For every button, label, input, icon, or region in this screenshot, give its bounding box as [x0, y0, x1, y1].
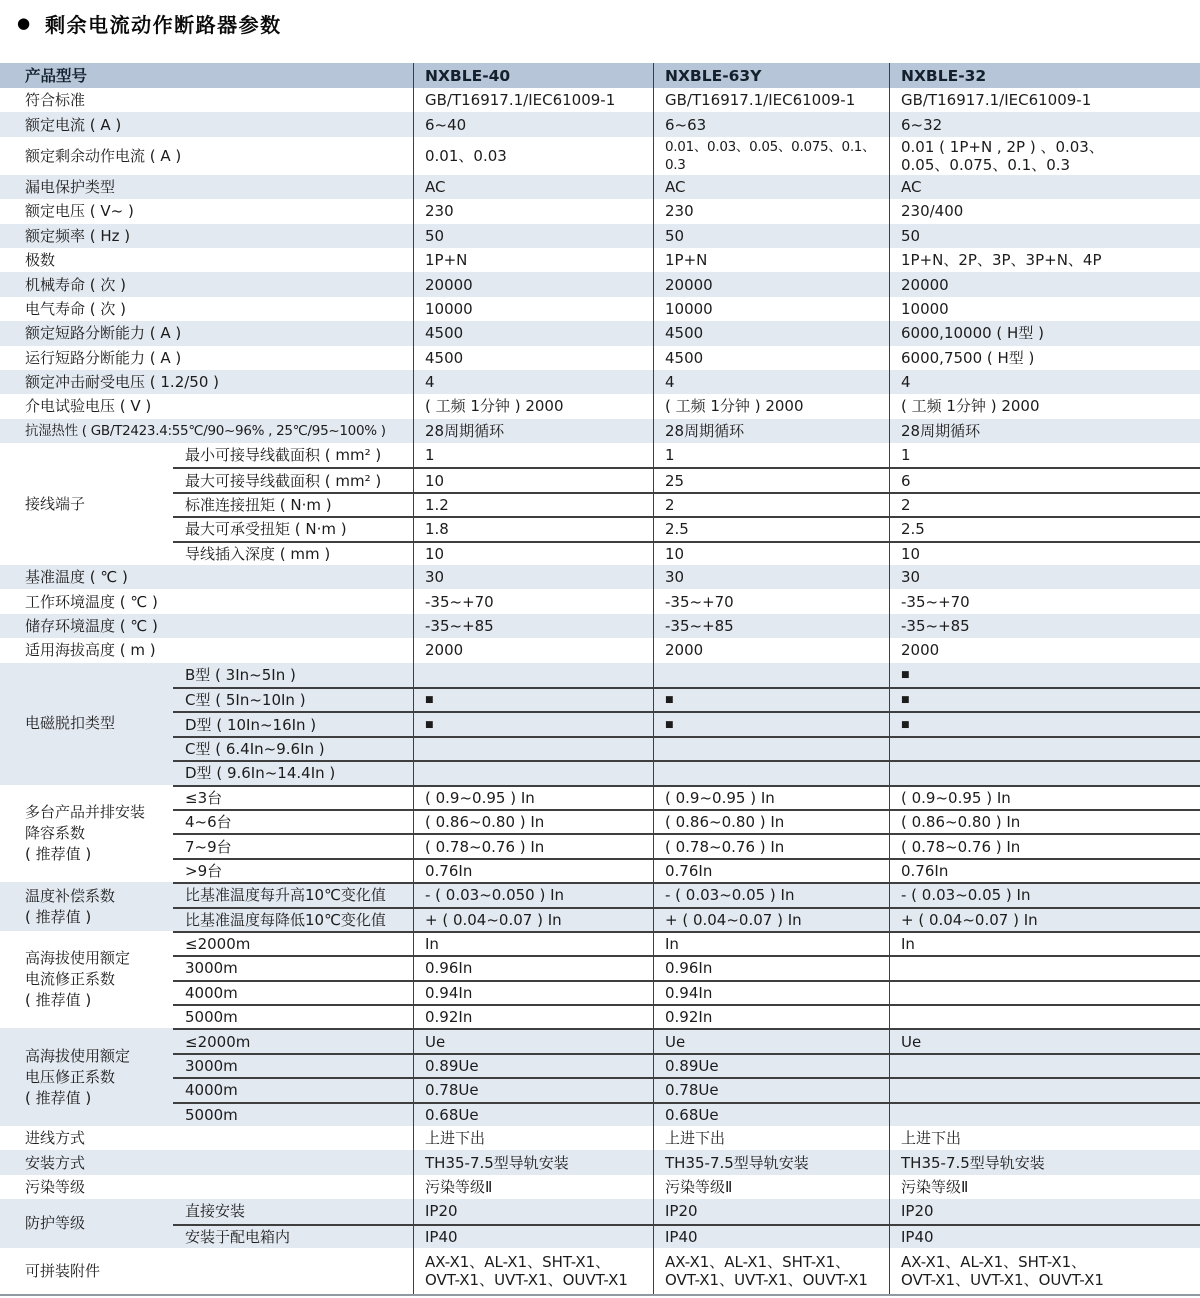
subrow-label: 直接安装 [185, 1202, 246, 1221]
table-row [0, 88, 1200, 112]
subrow-label: 4~6台 [185, 813, 232, 832]
subrow [173, 1028, 1200, 1052]
header-model: NXBLE-40 [413, 63, 653, 88]
cell: 上进下出 [653, 1126, 889, 1150]
subrow-label: 最小可接导线截面积 ( mm² ) [185, 446, 382, 465]
subrow [173, 1224, 1200, 1248]
cell: 10 [413, 543, 653, 565]
cell [889, 957, 1200, 979]
row-label: 进线方式 [25, 1129, 86, 1148]
cell: 污染等级Ⅱ [889, 1175, 1200, 1199]
cell [413, 738, 653, 760]
subrow [173, 809, 1200, 833]
cell: 30 [889, 565, 1200, 589]
available-marker-icon: ■ [413, 689, 653, 711]
cell: -35~+85 [413, 614, 653, 638]
cell [889, 1079, 1200, 1101]
cell: 4 [653, 370, 889, 394]
row-label: 储存环境温度 ( ℃ ) [25, 617, 158, 635]
subrow-label: 5000m [185, 1105, 238, 1124]
group-label: 接线端子 [25, 494, 86, 513]
group-subrows [173, 1028, 1200, 1126]
cell: 6~40 [413, 112, 653, 136]
cell: 230 [653, 199, 889, 223]
cell: 25 [653, 469, 889, 491]
subrow [173, 1004, 1200, 1028]
cell: 28周期循环 [413, 419, 653, 443]
cell [889, 1055, 1200, 1077]
cell: IP20 [413, 1199, 653, 1223]
cell: 1P+N [413, 248, 653, 272]
cell: IP40 [413, 1226, 653, 1248]
table-row [0, 419, 1200, 443]
cell: 230/400 [889, 199, 1200, 223]
cell: TH35-7.5型导轨安装 [889, 1150, 1200, 1174]
table-row [0, 224, 1200, 248]
table-row [0, 614, 1200, 638]
subrow [173, 736, 1200, 760]
cell: IP40 [653, 1226, 889, 1248]
subrow [173, 711, 1200, 735]
cell: TH35-7.5型导轨安装 [653, 1150, 889, 1174]
subrow [173, 1053, 1200, 1077]
cell: 10 [889, 543, 1200, 565]
cell: 0.68Ue [413, 1104, 653, 1126]
table-row [0, 112, 1200, 136]
cell: 20000 [413, 272, 653, 296]
cell: IP20 [653, 1199, 889, 1223]
row-label: 介电试验电压 ( V ) [25, 397, 152, 416]
subrow-label: 最大可接导线截面积 ( mm² ) [185, 471, 382, 490]
cell: AX-X1、AL-X1、SHT-X1、 OVT-X1、UVT-X1、OUVT-X1 [889, 1248, 1200, 1294]
available-marker-icon: ■ [889, 689, 1200, 711]
cell: ( 工频 1分钟 ) 2000 [889, 394, 1200, 418]
cell: GB/T16917.1/IEC61009-1 [413, 88, 653, 112]
subrow-label: 比基准温度每升高10℃变化值 [185, 886, 386, 905]
cell: 0.01 ( 1P+N , 2P ) 、0.03、 0.05、0.075、0.1、0.3 [889, 137, 1200, 175]
table-row [0, 370, 1200, 394]
cell: 1P+N [653, 248, 889, 272]
cell: 10 [653, 543, 889, 565]
subrow [173, 492, 1200, 516]
table-row [0, 199, 1200, 223]
row-label: 电气寿命 ( 次 ) [25, 299, 127, 318]
cell: 4500 [653, 321, 889, 345]
cell: ( 0.86~0.80 ) In [889, 811, 1200, 833]
subrow-label: B型 ( 3In~5In ) [185, 665, 296, 684]
cell: IP40 [889, 1226, 1200, 1248]
cell: + ( 0.04~0.07 ) In [889, 909, 1200, 931]
subrow [173, 955, 1200, 979]
cell: 10000 [413, 297, 653, 321]
cell: 0.94In [413, 982, 653, 1004]
cell: - ( 0.03~0.05 ) In [889, 884, 1200, 906]
table-row [0, 137, 1200, 175]
table-group-row [0, 1199, 1200, 1248]
cell: 28周期循环 [889, 419, 1200, 443]
cell: + ( 0.04~0.07 ) In [653, 909, 889, 931]
subrow-label: >9台 [185, 861, 223, 880]
cell: ( 0.78~0.76 ) In [653, 835, 889, 857]
cell: IP20 [889, 1199, 1200, 1223]
row-label: 工作环境温度 ( ℃ ) [25, 592, 158, 611]
cell: 2.5 [653, 518, 889, 540]
subrow-label: 7~9台 [185, 837, 232, 856]
cell: In [653, 933, 889, 955]
cell: ( 0.9~0.95 ) In [413, 787, 653, 809]
cell: 0.78Ue [653, 1079, 889, 1101]
cell: Ue [413, 1030, 653, 1052]
cell: ( 工频 1分钟 ) 2000 [653, 394, 889, 418]
row-label: 基准温度 ( ℃ ) [25, 568, 128, 587]
cell: 污染等级Ⅱ [653, 1175, 889, 1199]
table-row [0, 1175, 1200, 1199]
cell: 0.92In [413, 1006, 653, 1028]
cell [653, 663, 889, 687]
table-row [0, 1126, 1200, 1150]
table-row [0, 272, 1200, 296]
cell: 1.2 [413, 494, 653, 516]
row-label: 适用海拔高度 ( m ) [25, 641, 156, 660]
cell: In [413, 933, 653, 955]
group-subrows [173, 785, 1200, 883]
cell: 6 [889, 469, 1200, 491]
cell: 0.68Ue [653, 1104, 889, 1126]
cell: 2.5 [889, 518, 1200, 540]
cell: 2000 [413, 638, 653, 662]
subrow [173, 931, 1200, 955]
header-model: NXBLE-32 [889, 63, 1200, 88]
table-group-row [0, 663, 1200, 785]
subrow-label: 安装于配电箱内 [185, 1227, 291, 1246]
cell: ( 0.78~0.76 ) In [889, 835, 1200, 857]
subrow-label: C型 ( 6.4In~9.6In ) [185, 739, 325, 758]
cell: ( 0.86~0.80 ) In [413, 811, 653, 833]
group-label: 高海拔使用额定 电压修正系数 ( 推荐值 ) [25, 1046, 131, 1107]
cell: 2 [889, 494, 1200, 516]
cell: - ( 0.03~0.050 ) In [413, 884, 653, 906]
row-label: 额定短路分断能力 ( A ) [25, 324, 182, 343]
cell: 50 [413, 224, 653, 248]
cell: 2 [653, 494, 889, 516]
row-label: 额定剩余动作电流 ( A ) [25, 146, 182, 165]
table-group-row [0, 931, 1200, 1029]
cell: 0.78Ue [413, 1079, 653, 1101]
cell: 0.94In [653, 982, 889, 1004]
subrow [173, 663, 1200, 687]
cell: ( 工频 1分钟 ) 2000 [413, 394, 653, 418]
spec-table [0, 63, 1200, 1296]
subrow [173, 882, 1200, 906]
available-marker-icon: ■ [653, 689, 889, 711]
subrow [173, 907, 1200, 931]
cell: 4500 [653, 346, 889, 370]
subrow-label: 标准连接扭矩 ( N·m ) [185, 496, 332, 515]
cell: 2000 [889, 638, 1200, 662]
row-label: 漏电保护类型 [25, 177, 116, 196]
cell: 0.92In [653, 1006, 889, 1028]
group-subrows [173, 663, 1200, 785]
cell: -35~+85 [653, 614, 889, 638]
row-label: 额定频率 ( Hz ) [25, 226, 131, 245]
cell: ( 0.9~0.95 ) In [889, 787, 1200, 809]
cell: 10000 [653, 297, 889, 321]
subrow [173, 1102, 1200, 1126]
row-label: 运行短路分断能力 ( A ) [25, 348, 182, 367]
cell: 1.8 [413, 518, 653, 540]
cell: 30 [653, 565, 889, 589]
row-label: 极数 [25, 251, 56, 270]
cell [889, 738, 1200, 760]
row-label: 污染等级 [25, 1177, 86, 1196]
header-product-model: 产品型号 [25, 66, 88, 85]
cell: 0.76In [413, 860, 653, 882]
row-label: 额定电流 ( A ) [25, 115, 122, 134]
cell: 10 [413, 469, 653, 491]
bullet-icon: ● [17, 13, 31, 32]
subrow [173, 516, 1200, 540]
row-label: 抗湿热性 ( GB/T2423.4:55℃/90~96% , 25℃/95~100% ) [25, 422, 386, 439]
cell: ( 0.9~0.95 ) In [653, 787, 889, 809]
group-subrows [173, 931, 1200, 1029]
subrow-label: D型 ( 10In~16In ) [185, 715, 317, 734]
cell: 1 [413, 443, 653, 467]
table-group-row [0, 882, 1200, 931]
subrow-label: C型 ( 5In~10In ) [185, 691, 306, 710]
row-label: 可拼装附件 [25, 1261, 101, 1280]
cell: 1 [653, 443, 889, 467]
cell: 上进下出 [889, 1126, 1200, 1150]
cell: -35~+70 [889, 589, 1200, 613]
cell: 0.89Ue [413, 1055, 653, 1077]
cell: 污染等级Ⅱ [413, 1175, 653, 1199]
subrow-label: 5000m [185, 1008, 238, 1027]
cell: AC [653, 175, 889, 199]
table-row [0, 346, 1200, 370]
table-row [0, 248, 1200, 272]
subrow [173, 1077, 1200, 1101]
subrow [173, 443, 1200, 467]
cell [413, 663, 653, 687]
cell: 20000 [653, 272, 889, 296]
subrow [173, 1199, 1200, 1223]
group-subrows [173, 1199, 1200, 1248]
cell: 0.76In [889, 860, 1200, 882]
available-marker-icon: ■ [889, 713, 1200, 735]
group-subrows [173, 882, 1200, 931]
table-row [0, 565, 1200, 589]
cell: - ( 0.03~0.05 ) In [653, 884, 889, 906]
subrow [173, 467, 1200, 491]
cell: 6000,10000 ( H型 ) [889, 321, 1200, 345]
cell [889, 1104, 1200, 1126]
cell: 0.89Ue [653, 1055, 889, 1077]
subrow-label: 导线插入深度 ( mm ) [185, 544, 331, 563]
row-label: 额定电压 ( V~ ) [25, 202, 134, 221]
cell: In [889, 933, 1200, 955]
table-group-row [0, 785, 1200, 883]
cell [653, 738, 889, 760]
cell: 2000 [653, 638, 889, 662]
cell: 6~63 [653, 112, 889, 136]
subrow [173, 980, 1200, 1004]
cell: 10000 [889, 297, 1200, 321]
cell: 4500 [413, 346, 653, 370]
cell: 1P+N、2P、3P、3P+N、4P [889, 248, 1200, 272]
cell: -35~+85 [889, 614, 1200, 638]
cell: ( 0.86~0.80 ) In [653, 811, 889, 833]
group-label: 防护等级 [25, 1214, 86, 1233]
subrow [173, 687, 1200, 711]
available-marker-icon: ■ [413, 713, 653, 735]
cell: AX-X1、AL-X1、SHT-X1、 OVT-X1、UVT-X1、OUVT-X1 [413, 1248, 653, 1294]
group-subrows [173, 443, 1200, 565]
table-row [0, 638, 1200, 662]
cell: 0.01、0.03 [413, 137, 653, 175]
cell: GB/T16917.1/IEC61009-1 [653, 88, 889, 112]
cell: + ( 0.04~0.07 ) In [413, 909, 653, 931]
cell [413, 762, 653, 784]
subrow-label: ≤3台 [185, 788, 223, 807]
cell: GB/T16917.1/IEC61009-1 [889, 88, 1200, 112]
cell: 6000,7500 ( H型 ) [889, 346, 1200, 370]
table-row [0, 175, 1200, 199]
page-title-bar [0, 0, 1200, 36]
subrow-label: 最大可承受扭矩 ( N·m ) [185, 520, 347, 539]
group-label: 多台产品并排安装 降容系数 ( 推荐值 ) [25, 802, 146, 863]
subrow [173, 858, 1200, 882]
cell: AX-X1、AL-X1、SHT-X1、 OVT-X1、UVT-X1、OUVT-X1 [653, 1248, 889, 1294]
page-title: 剩余电流动作断路器参数 [45, 12, 282, 37]
table-row [0, 297, 1200, 321]
cell [653, 762, 889, 784]
cell: 4 [889, 370, 1200, 394]
cell: -35~+70 [653, 589, 889, 613]
row-label: 额定冲击耐受电压 ( 1.2/50 ) [25, 373, 220, 392]
cell: 上进下出 [413, 1126, 653, 1150]
cell: ( 0.78~0.76 ) In [413, 835, 653, 857]
subrow [173, 760, 1200, 784]
subrow-label: 3000m [185, 959, 238, 978]
subrow-label: 4000m [185, 1081, 238, 1100]
subrow-label: ≤2000m [185, 1032, 251, 1051]
table-group-row [0, 1028, 1200, 1126]
cell: -35~+70 [413, 589, 653, 613]
available-marker-icon: ■ [889, 663, 1200, 687]
cell: Ue [653, 1030, 889, 1052]
cell: 0.96In [653, 957, 889, 979]
table-row [0, 1248, 1200, 1294]
cell: 1 [889, 443, 1200, 467]
row-label: 机械寿命 ( 次 ) [25, 275, 127, 294]
cell [889, 1006, 1200, 1028]
cell [889, 762, 1200, 784]
group-label: 电磁脱扣类型 [25, 714, 116, 733]
table-row [0, 394, 1200, 418]
header-row [0, 63, 1200, 88]
subrow [173, 785, 1200, 809]
cell: 28周期循环 [653, 419, 889, 443]
table-group-row [0, 443, 1200, 565]
available-marker-icon: ■ [653, 713, 889, 735]
row-label: 安装方式 [25, 1153, 86, 1172]
cell: 4 [413, 370, 653, 394]
cell: 0.96In [413, 957, 653, 979]
table-row [0, 321, 1200, 345]
cell: 0.01、0.03、0.05、0.075、0.1、0.3 [653, 137, 889, 175]
group-label: 高海拔使用额定 电流修正系数 ( 推荐值 ) [25, 949, 131, 1010]
cell: Ue [889, 1030, 1200, 1052]
table-row [0, 1150, 1200, 1174]
cell: 20000 [889, 272, 1200, 296]
cell: 4500 [413, 321, 653, 345]
row-label: 符合标准 [25, 91, 86, 110]
subrow-label: 比基准温度每降低10℃变化值 [185, 910, 386, 929]
cell: AC [413, 175, 653, 199]
subrow [173, 833, 1200, 857]
cell: 6~32 [889, 112, 1200, 136]
cell: 30 [413, 565, 653, 589]
subrow-label: 3000m [185, 1057, 238, 1076]
table-row [0, 589, 1200, 613]
subrow-label: D型 ( 9.6In~14.4In ) [185, 764, 336, 783]
cell [889, 982, 1200, 1004]
cell: 50 [653, 224, 889, 248]
subrow-label: ≤2000m [185, 935, 251, 954]
cell: AC [889, 175, 1200, 199]
subrow [173, 541, 1200, 565]
cell: 230 [413, 199, 653, 223]
cell: TH35-7.5型导轨安装 [413, 1150, 653, 1174]
group-label: 温度补偿系数 ( 推荐值 ) [25, 886, 116, 926]
cell: 50 [889, 224, 1200, 248]
header-model: NXBLE-63Y [653, 63, 889, 88]
subrow-label: 4000m [185, 983, 238, 1002]
cell: 0.76In [653, 860, 889, 882]
